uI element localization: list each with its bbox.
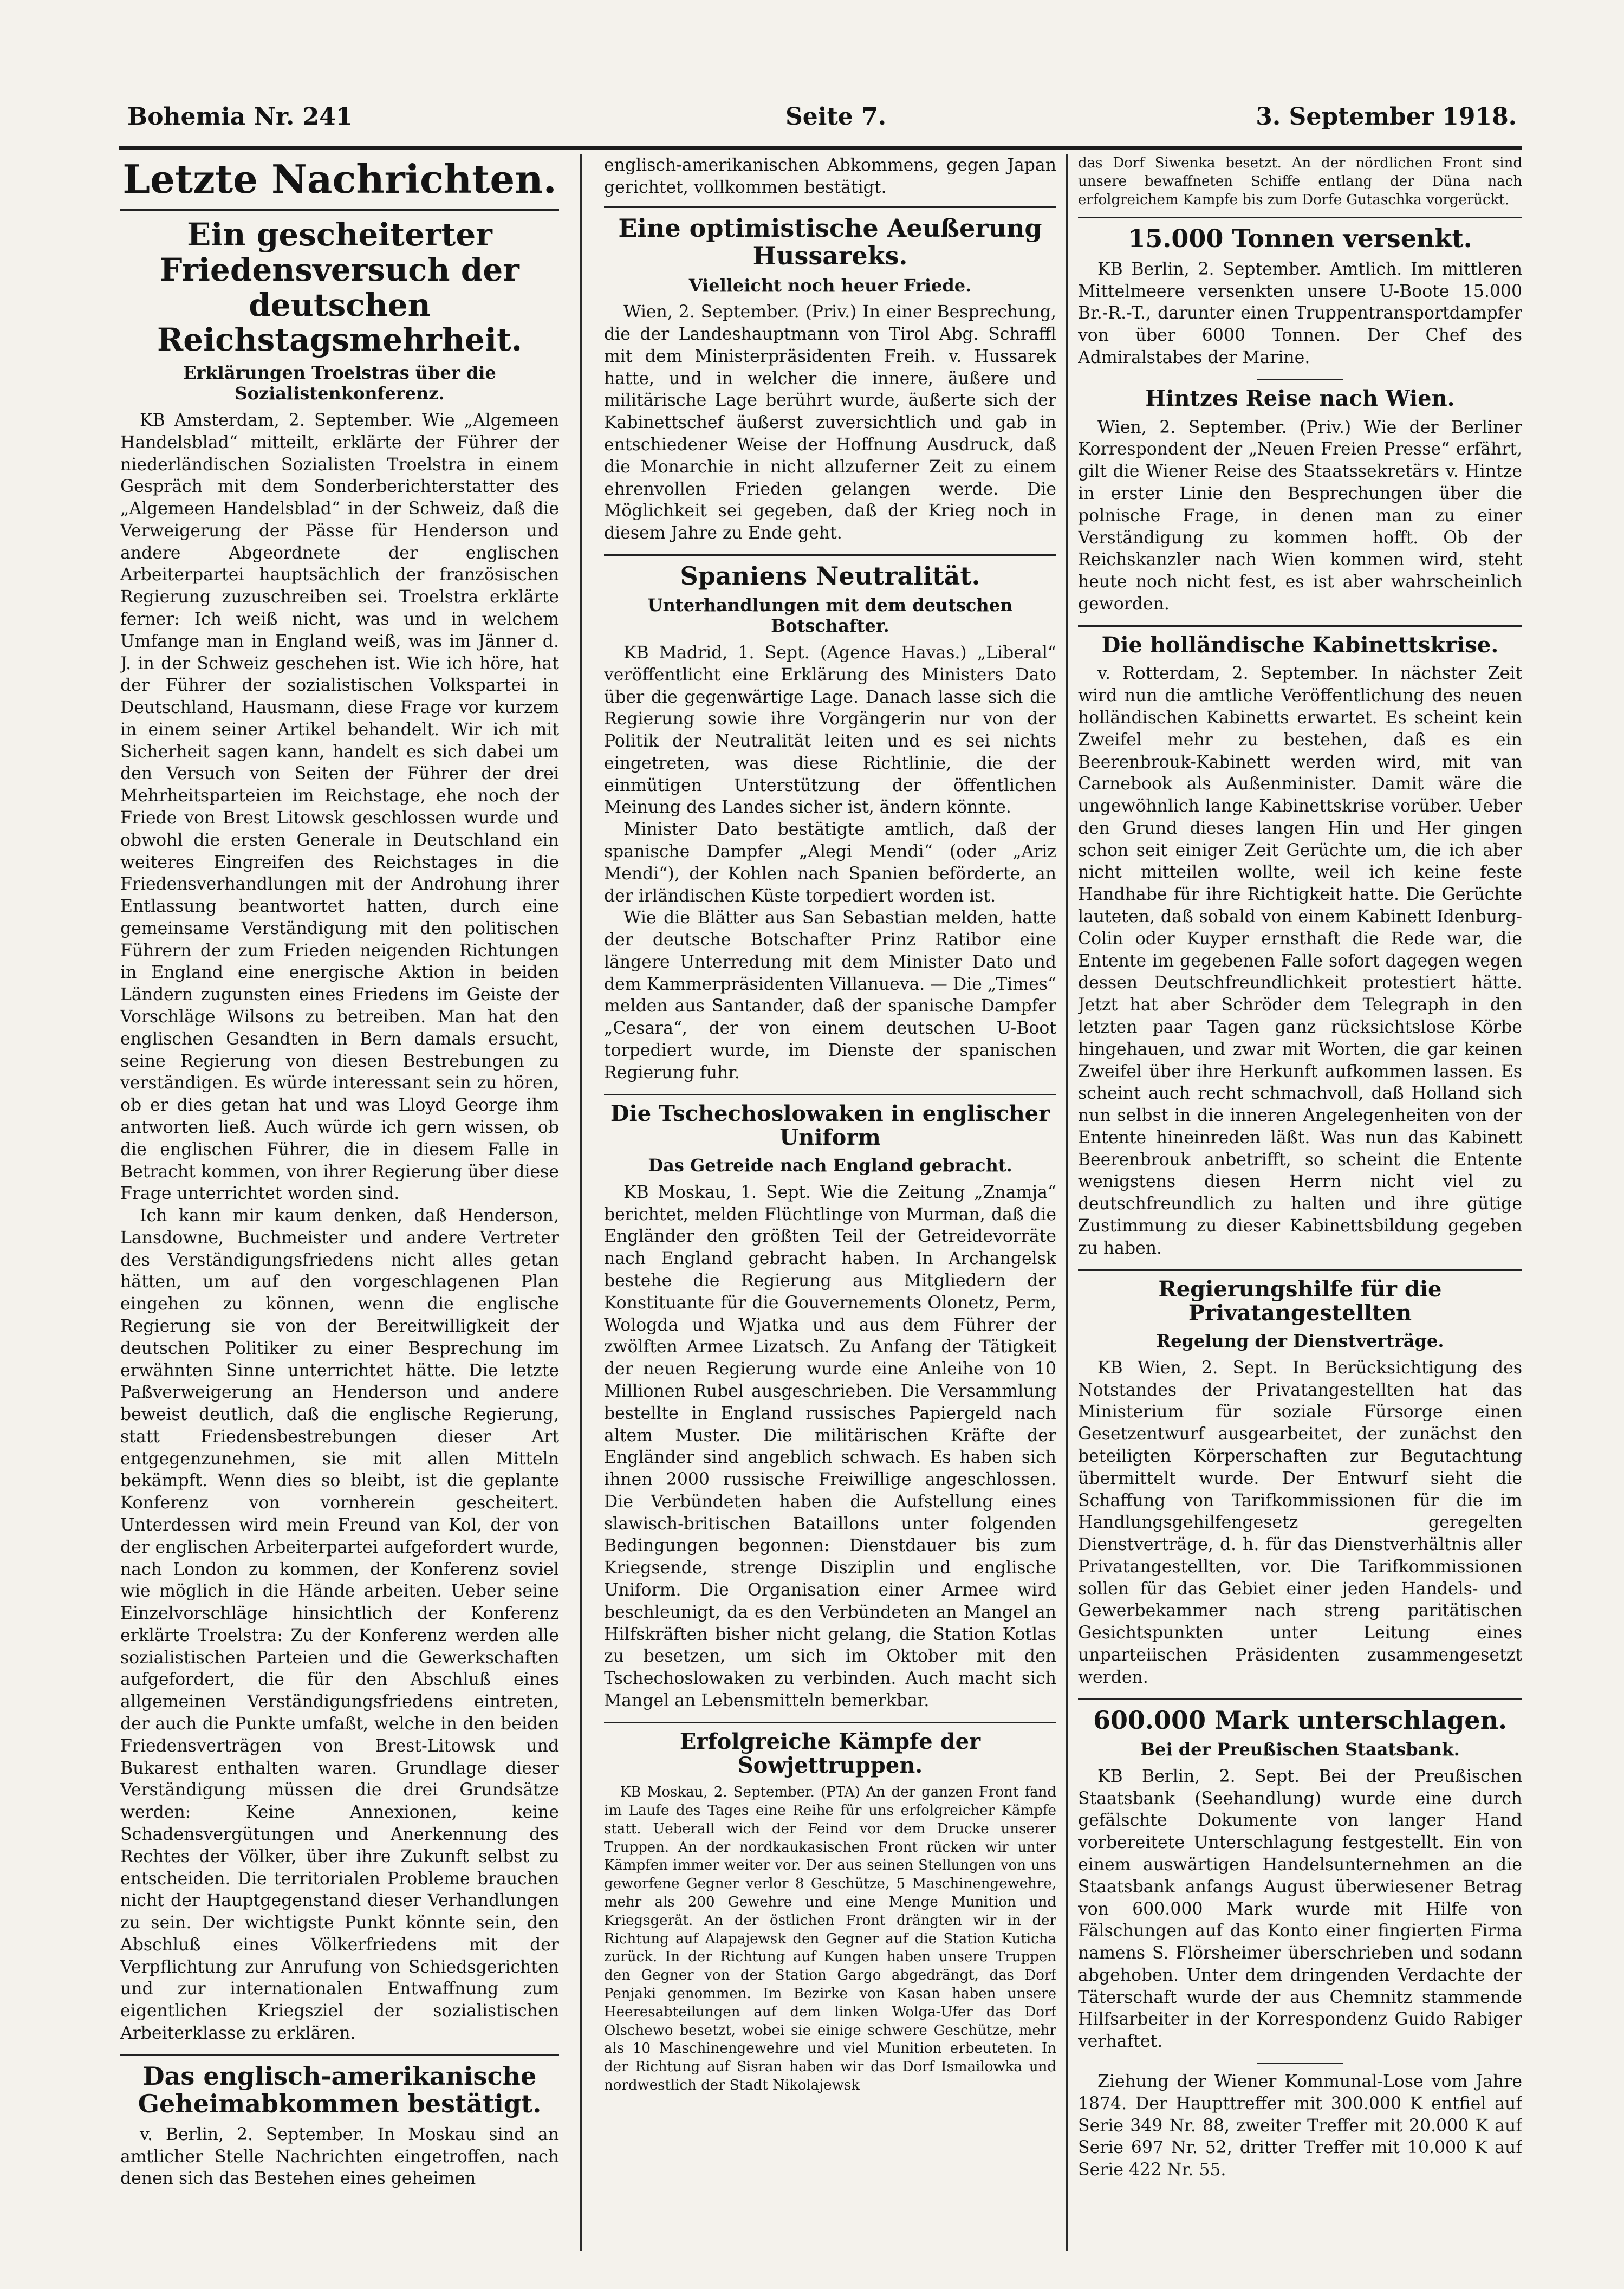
article-friedensversuch (120, 217, 559, 2045)
paragraph: KB Moskau, 2. September. (PTA) An der ganzen Front fand im Laufe des Tages eine Reihe für uns erfolgreicher Kämpfe statt. Ueberall wich der Feind vor dem Drucke unserer Truppen. An der nordkaukasischen Front rücken wir unter Kämpfen immer weiter vor. Der aus seinen Stellungen von uns geworfene Gegner verlor 8 Geschütze, 5 Maschinengewehre, mehr als 200 Gewehre und eine Menge Munition und Kriegsgerät. An der östlichen Front drängten wir in der Richtung auf Alapajewsk den Gegner auf die Station Kuticha zurück. In der Richtung auf Kungen haben unsere Truppen den Gegner von der Station Gargo abgedrängt, das Dorf Penjaki genommen. Im Bezirke von Kasan haben unsere Heeresabteilungen auf dem linken Wolga-Ufer das Dorf Olschewo besetzt, wobei sie einige schwere Geschütze, mehr als 10 Maschinengewehre und viel Munition erbeuteten. In der Richtung auf Sisran haben wir das Dorf Ismailowka und nordwestlich der Stadt Nikolajewsk (604, 1784, 1056, 2094)
article-hintze (1078, 387, 1522, 615)
article-body (604, 301, 1056, 544)
article-body (1078, 1766, 1522, 2053)
paragraph: KB Moskau, 1. Sept. Wie die Zeitung „Znamja“ berichtet, melden Flüchtlinge von Murman, daß die Engländer den größten Teil der Getreidevorräte nach England gebracht haben. In Archangelsk bestehe die Regierung aus Mitgliedern der Konstituante für die Gouvernements Olonetz, Perm, Wologda und Wjatka und aus dem Führer der zwölften Armee Lizatsch. Zu Anfang der Tätigkeit der neuen Regierung wurde eine Anleihe von 10 Millionen Rubel ausgeschrieben. Die Versammlung bestellte in England russisches Papiergeld nach altem Muster. Die militärischen Kräfte der Engländer sind angeblich schwach. Es haben sich ihnen 2000 russische Freiwillige angeschlossen. Die Verbündeten haben die Aufstellung eines slawisch-britischen Bataillons unter folgenden Bedingungen begonnen: Dienstdauer bis zum Kriegsende, strenge Disziplin und englische Uniform. Die Organisation einer Armee wird beschleunigt, da es den Verbündeten an Mangel an Hilfskräften bisher nicht gelang, die Station Kotlas zu besetzen, um sich im Oktober mit den Tschechoslowaken zu verbinden. Auch macht sich Mangel an Lebensmitteln bemerkbar. (604, 1182, 1056, 1710)
article-kommunal-lose (1078, 2071, 1522, 2181)
article-subhead: Bei der Preußischen Staatsbank. (1140, 1739, 1460, 1760)
article-continuation (1078, 154, 1522, 209)
paragraph: KB Berlin, 2. Sept. Bei der Preußischen Staatsbank (Seehandlung) wurde eine durch gefälschte Dokumente von langer Hand vorbereitete Unterschlagung festgestellt. Ein von einem auswärtigen Handelsunternehmen an die Staatsbank anfangs August überwiesener Betrag von 600.000 Mark wurde mit Hilfe von Fälschungen auf das Konto einer fingierten Firma namens S. Flörsheimer überschrieben und sodann abgehoben. Unter dem dringenden Verdachte der Täterschaft wurde der aus Chemnitz stammende Hilfsarbeiter in der Korrespondenz Guido Rabiger verhaftet. (1078, 1766, 1522, 2052)
article-headline: 15.000 Tonnen versenkt. (1128, 224, 1472, 254)
header-date: 3. September 1918. (1256, 103, 1517, 131)
paragraph: KB Madrid, 1. Sept. (Agence Havas.) „Liberal“ veröffentlicht eine Erklärung des Ministers Dato über die gegenwärtige Lage. Danach lasse sich die Regierung sowie ihre Vorgängerin nur von der Politik der Neutralität leiten und es sei nichts eingetreten, was diese Richtlinie, die der einmütigen Unterstützung der öffentlichen Meinung des Landes sicher ist, ändern könnte. (604, 643, 1056, 818)
paragraph: KB Amsterdam, 2. September. Wie „Algemeen Handelsblad“ mitteilt, erklärte der Führer der niederländischen Sozialisten Troelstra in einem Gespräch mit dem Sonderberichterstatter des „Algemeen Handelsblad“ in der Schweiz, daß die Verweigerung der Pässe für Henderson und andere Abgeordnete der englischen Arbeiterpartei hauptsächlich der französischen Regierung zuzuschreiben sei. Troelstra erklärte ferner: Ich weiß nicht, was und in welchem Umfange man in England weiß, was im Jänner d. J. in der Schweiz geschehen ist. Wie ich höre, hat der Führer der sozialistischen Volkspartei in Deutschland, Hausmann, diese Frage vor kurzem in einem seiner Artikel behandelt. Wir ich mit Sicherheit sagen kann, handelt es sich dabei um den Versuch von Seiten der Führer der drei Mehrheitsparteien im Reichstage, ehe noch der Friede von Brest Litowsk geschlossen wurde und obwohl die ersten Generale in Deutschland ein weiteres Eingreifen des Reichstages in die Friedensverhandlungen mit der Androhung ihrer Entlassung beantwortet hatten, durch eine gemeinsame Verständigung mit den politischen Führern der zum Frieden neigenden Richtungen in England eine energische Aktion in beiden Ländern zugunsten eines Friedens im Geiste der Vorschläge Wilsons zu betreiben. Man hat den englischen Gesandten in Bern damals ersucht, seine Regierung von diesen Bestrebungen zu verständigen. Es würde interessant sein zu hören, ob er dies getan hat und was Lloyd George ihm antworten ließ. Auch würde ich gern wissen, ob die englischen Führer, die in diesem Falle in Betracht kommen, von ihrer Regierung über diese Frage unterrichtet worden sind. (120, 410, 559, 1204)
divider (1257, 2063, 1343, 2064)
article-body (1078, 258, 1522, 369)
section-title: Letzte Nachrichten. (122, 156, 557, 202)
paragraph: KB Berlin, 2. September. Amtlich. Im mittleren Mittelmeere versenkten unsere U-Boote 15.000 Br.-R.-T., darunter einen Truppentransportdampfer von über 6000 Tonnen. Der Chef des Admiralstabes der Marine. (1078, 259, 1522, 368)
article-headline: Ein gescheiterter Friedensversuch der deutschen Reichstagsmehrheit. (157, 216, 522, 359)
article-headline: Spaniens Neutralität. (680, 561, 980, 591)
article-headline: Erfolgreiche Kämpfe der Sowjettruppen. (679, 1728, 981, 1779)
article-tonnen (1078, 225, 1522, 368)
article-body (120, 410, 559, 2045)
article-headline: Die holländische Kabinettskrise. (1101, 632, 1499, 658)
divider (1257, 379, 1343, 380)
paragraph: KB Wien, 2. Sept. In Berücksichtigung des Notstandes der Privatangestellten hat das Ministerium für soziale Fürsorge einen Gesetzentwurf ausgearbeitet, der zunächst den beteiligten Körperschaften zur Begutachtung übermittelt wurde. Der Entwurf sieht die Schaffung von Tarifkommissionen für die im Handlungsgehilfengesetz geregelten Dienstverträge, d. h. für das Dienstverhältnis aller Privatangestellten, vor. Die Tarifkommissionen sollen für das Gebiet einer jeden Handels- und Gewerbekammer nach streng paritätischen Gesichtspunkten unter Leitung eines unparteiischen Präsidenten zusammengesetzt werden. (1078, 1358, 1522, 1687)
article-headline: Das englisch-amerikanische Geheimabkommen bestätigt. (138, 2061, 542, 2119)
divider (604, 1722, 1056, 1723)
paragraph: Wien, 2. September. (Priv.) In einer Besprechung, die der Landeshauptmann von Tirol Abg. Schraffl mit dem Ministerpräsidenten Freih. v. Hussarek hatte, und in welcher die innere, äußere und militärische Lage berührt wurde, äußerte sich der Kabinettschef äußerst zuversichtlich und gab in entschiedener Weise der Hoffnung Ausdruck, daß die Monarchie in nicht allzuferner Zeit zu einem ehrenvollen Frieden gelangen werde. Die Möglichkeit sei gegeben, daß der Krieg noch in diesem Jahre zu Ende geht. (604, 302, 1056, 543)
header-page-number: Seite 7. (785, 103, 887, 131)
article-tschechoslowaken (604, 1102, 1056, 1712)
article-continuation (604, 154, 1056, 199)
column-2 (604, 154, 1056, 2251)
header-rule (119, 146, 1522, 150)
article-subhead: Erklärungen Troelstras über die Sozialistenkonferenz. (183, 362, 496, 404)
divider (120, 209, 559, 211)
divider (1078, 625, 1522, 627)
divider (1078, 1698, 1522, 1700)
article-body (120, 2124, 559, 2190)
article-body (1078, 417, 1522, 615)
article-spanien (604, 562, 1056, 1084)
article-unterschlagung (1078, 1707, 1522, 2053)
article-body (1078, 663, 1522, 1259)
paragraph: englisch-amerikanischen Abkommens, gegen Japan gerichtet, vollkommen bestätigt. (604, 155, 1056, 197)
column-1 (120, 154, 559, 2251)
paragraph: v. Berlin, 2. September. In Moskau sind an amtlicher Stelle Nachrichten eingetroffen, nach denen sich das Bestehen eines geheimen (120, 2124, 559, 2189)
article-headline: Die Tschechoslowaken in englischer Uniform (610, 1100, 1050, 1151)
article-body (1078, 1357, 1522, 1689)
divider (604, 206, 1056, 208)
paragraph: Ziehung der Wiener Kommunal-Lose vom Jahre 1874. Der Haupttreffer mit 300.000 K entfiel auf Serie 349 Nr. 88, zweiter Treffer mit 20.000 K auf Serie 697 Nr. 52, dritter Treffer mit 10.000 K auf Serie 422 Nr. 55. (1078, 2072, 1522, 2180)
article-subhead: Das Getreide nach England gebracht. (648, 1155, 1012, 1176)
article-headline: 600.000 Mark unterschlagen. (1093, 1705, 1508, 1735)
article-headline: Regierungshilfe für die Privatangestellten (1158, 1276, 1442, 1326)
column-rule-2 (1066, 154, 1068, 2251)
divider (604, 554, 1056, 556)
paragraph: v. Rotterdam, 2. September. In nächster Zeit wird nun die amtliche Veröffentlichung des neuen holländischen Kabinetts erwartet. Es scheint kein Zweifel mehr zu bestehen, daß es ein Beerenbrouk-Kabinett werden wird, mit van Carnebook als Außenminister. Damit wäre die ungewöhnlich lange Kabinettskrise vorüber. Ueber den Grund dieses langen Hin und Her gingen schon seit einiger Zeit Gerüchte um, die ich aber nicht mitteilen wollte, weil ich keine feste Handhabe für ihre Richtigkeit hatte. Die Gerüchte lauteten, daß sobald von einem Kabinett Idenburg-Colin oder Kuyper ernsthaft die Rede war, die Entente im gegebenen Falle sofort dagegen wegen dessen Deutschfreundlichkeit protestiert hätte. Jetzt hat aber Schröder dem Telegraph in den letzten paar Tagen ganz rücksichtslose Körbe hingehauen, und zwar mit Worten, die gar keinen Zweifel über ihre Herkunft aufkommen lassen. Es scheint auch recht schmachvoll, daß Holland sich nun selbst in die inneren Angelegenheiten von der Entente hineinreden läßt. Was nun das Kabinett Beerenbrouk anbetrifft, so scheint die Entente wenigstens diesen Herrn nicht viel zu deutschfreundlich zu halten und ihre gütige Zustimmung zu dieser Kabinettsbildung gegeben zu haben. (1078, 664, 1522, 1258)
article-subhead: Unterhandlungen mit dem deutschen Botschafter. (647, 595, 1013, 637)
divider (604, 1094, 1056, 1095)
divider (1078, 1269, 1522, 1271)
article-headline: Eine optimistische Aeußerung Hussareks. (618, 213, 1042, 271)
divider (1078, 217, 1522, 218)
header-masthead: Bohemia Nr. 241 (127, 103, 353, 131)
article-body (1078, 2071, 1522, 2181)
article-body (604, 1182, 1056, 1712)
paragraph: Wie die Blätter aus San Sebastian melden, hatte der deutsche Botschafter Prinz Ratibor eine längere Unterredung mit dem Minister Dato und dem Kammerpräsidenten Villanueva. — Die „Times“ melden aus Santander, daß der spanische Dampfer „Cesara“, der von einem deutschen U-Boot torpediert wurde, im Dienste der spanischen Regierung fuhr. (604, 908, 1056, 1082)
paragraph: das Dorf Siwenka besetzt. An der nördlichen Front sind unsere bewaffneten Schiffe entlang der Düna nach erfolgreichem Kampfe bis zum Dorfe Gutaschka vorgerückt. (1078, 155, 1522, 208)
article-sowjettruppen (604, 1730, 1056, 2095)
paragraph: Ich kann mir kaum denken, daß Henderson, Lansdowne, Buchmeister und andere Vertreter des Verständigungsfriedens nicht alles getan hätten, um auf den vorgeschlagenen Plan eingehen zu können, wenn die englische Regierung sie von der Bereitwilligkeit der deutschen Politiker zu einer Besprechung im erwähnten Sinne unterrichtet hätte. Die letzte Paßverweigerung an Henderson und andere beweist deutlich, daß die englische Regierung, statt Friedensbestrebungen dieser Art entgegenzunehmen, sie mit allen Mitteln bekämpft. Wenn dies so bleibt, ist die geplante Konferenz von vornherein gescheitert. Unterdessen wird mein Freund van Kol, der von der englischen Arbeiterpartei aufgefordert wurde, nach London zu kommen, der Konferenz soviel wie möglich in die Hände arbeiten. Ueber seine Einzelvorschläge hinsichtlich der Konferenz erklärte Troelstra: Zu der Konferenz werden alle sozialistischen Parteien und die Gewerkschaften aufgefordert, die für den Abschluß eines allgemeinen Verständigungsfriedens eintreten, der auch die Punkte umfaßt, welche in den beiden Friedensverträgen von Brest-Litowsk und Bukarest enthalten waren. Grundlage dieser Verständigung müssen die drei Grundsätze werden: Keine Annexionen, keine Schadensvergütungen und Anerkennung des Rechtes der Völker, über ihre Zukunft selbst zu entscheiden. Die territorialen Probleme brauchen nicht der Hauptgegenstand dieser Verhandlungen zu sein. Der wichtigste Punkt könnte sein, den Abschluß eines Völkerfriedens mit der Verpflichtung zur Anrufung von Schiedsgerichten und zur internationalen Entwaffnung zum eigentlichen Kriegsziel der sozialistischen Arbeiterklasse zu erklären. (120, 1206, 559, 2043)
article-privatangestellte (1078, 1278, 1522, 1689)
article-geheimabkommen (120, 2063, 559, 2190)
column-rule-1 (580, 154, 582, 2251)
column-3 (1078, 154, 1522, 2251)
article-subhead: Regelung der Dienstverträge. (1156, 1331, 1444, 1352)
article-subhead: Vielleicht noch heuer Friede. (688, 275, 972, 296)
paragraph: Minister Dato bestätigte amtlich, daß der spanische Dampfer „Alegi Mendi“ (oder „Ariz Mendi“), der Kohlen nach Spanien beförderte, an der irländischen Küste torpediert worden ist. (604, 820, 1056, 906)
article-headline: Hintzes Reise nach Wien. (1145, 385, 1455, 411)
article-body (604, 642, 1056, 1084)
page-header (127, 103, 1517, 141)
article-hussarek (604, 215, 1056, 544)
article-kabinettskrise (1078, 633, 1522, 1260)
divider (120, 2054, 559, 2056)
article-body (604, 1784, 1056, 2095)
paragraph: Wien, 2. September. (Priv.) Wie der Berliner Korrespondent der „Neuen Freien Presse“ erfährt, gilt die Wiener Reise des Staatssekretärs v. Hintze in erster Linie den Besprechungen über die polnische Frage, in denen man zu einer Verständigung zu kommen hofft. Ob der Reichskanzler nach Wien kommen wird, steht heute noch nicht fest, es ist aber wahrscheinlich geworden. (1078, 417, 1522, 614)
